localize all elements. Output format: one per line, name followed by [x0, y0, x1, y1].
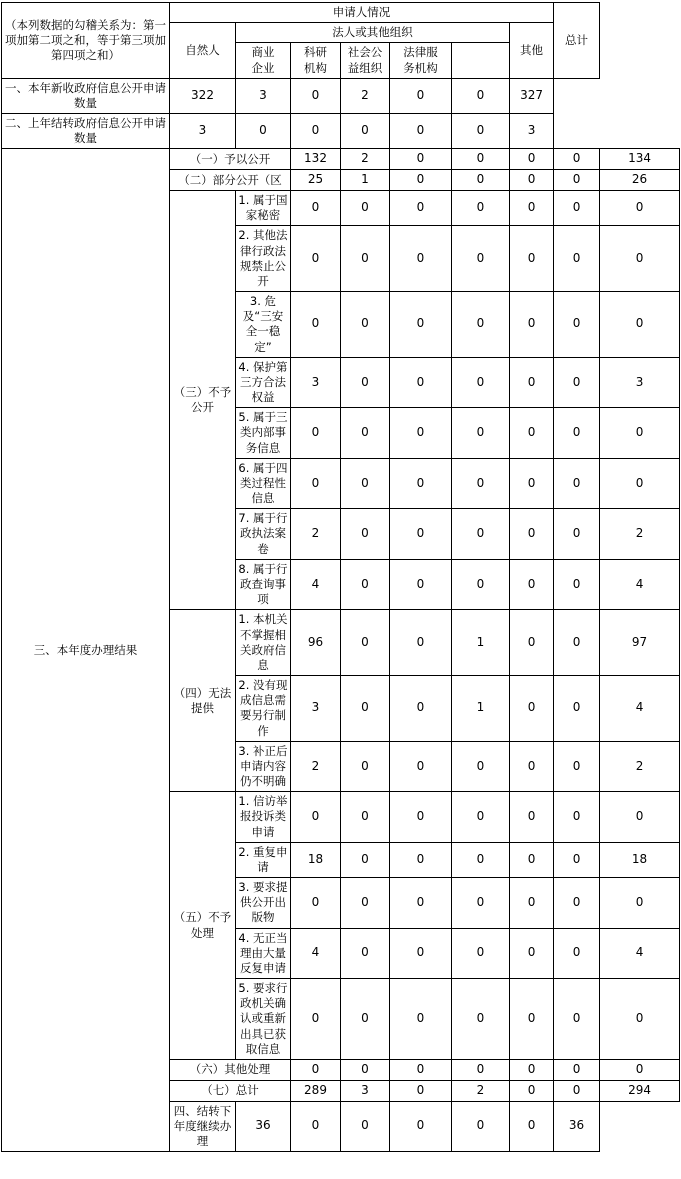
cell-value: 2: [341, 149, 390, 170]
header-research-org: [291, 43, 341, 78]
cell-value: 0: [554, 357, 600, 408]
header-natural-person: 自然人: [170, 23, 236, 79]
row-label-processing-results: 三、本年度办理结果: [2, 149, 170, 1152]
cell-value: 0: [554, 676, 600, 742]
cell-value: 0: [390, 226, 452, 292]
cell-value: 0: [554, 559, 600, 610]
sub-label: 3. 补正后申请内容仍不明确: [236, 741, 291, 792]
cell-value: 0: [554, 928, 600, 979]
cell-value: 0: [341, 676, 390, 742]
cell-value: 0: [554, 458, 600, 509]
cell-value: 26: [600, 170, 680, 191]
cell-value: 4: [291, 559, 341, 610]
sub-label: 3. 要求提供公开出版物: [236, 878, 291, 929]
cell-value: 0: [341, 928, 390, 979]
group-label-disclosed: （一）予以公开: [170, 149, 291, 170]
cell-value: 0: [510, 842, 554, 877]
cell-value: 0: [341, 357, 390, 408]
cell-value: 0: [452, 509, 510, 560]
cell-value: 0: [600, 226, 680, 292]
sub-label: 5. 要求行政机关确认或重新出具已获取信息: [236, 979, 291, 1060]
cell-value: 0: [291, 78, 341, 113]
cell-value: 0: [510, 509, 554, 560]
cell-value: 0: [291, 408, 341, 459]
header-business-enterprise-line2: 企业: [251, 60, 275, 75]
cell-value: 0: [554, 226, 600, 292]
cell-value: 0: [600, 1059, 680, 1080]
cell-value: 0: [291, 1059, 341, 1080]
cell-value: 0: [554, 979, 600, 1060]
cell-value: 0: [510, 408, 554, 459]
group-label-partially-disclosed: （二）部分公开（区: [170, 170, 291, 191]
header-business-enterprise-line1: 商业: [251, 45, 275, 60]
cell-value: 0: [600, 408, 680, 459]
cell-value: 0: [390, 149, 452, 170]
cell-value: 0: [390, 1080, 452, 1101]
sub-label: 1. 属于国家秘密: [236, 191, 291, 226]
cell-value: 0: [510, 170, 554, 191]
cell-value: 0: [600, 292, 680, 358]
header-legal-service-org: [390, 43, 452, 78]
header-legal-or-other: 法人或其他组织: [236, 23, 510, 43]
cell-value: 0: [341, 408, 390, 459]
cell-value: 0: [341, 741, 390, 792]
cell-value: 0: [554, 1080, 600, 1101]
cell-value: 0: [390, 676, 452, 742]
table-header-row-1: [2, 3, 680, 23]
cell-value: 0: [510, 149, 554, 170]
cell-value: 0: [341, 292, 390, 358]
cell-value: 0: [600, 458, 680, 509]
cell-value: 3: [236, 78, 291, 113]
cell-value: 36: [236, 1101, 291, 1152]
cell-value: 97: [600, 610, 680, 676]
cell-value: 0: [510, 979, 554, 1060]
header-research-org-line2: 机构: [304, 60, 327, 75]
header-research-org-line1: 科研: [304, 45, 327, 60]
header-social-welfare-line1: 社会公: [347, 45, 383, 60]
sub-label: 2. 没有现成信息需要另行制作: [236, 676, 291, 742]
header-business-enterprise: [236, 43, 291, 78]
cell-value: 0: [452, 114, 510, 149]
cell-value: 0: [341, 842, 390, 877]
cell-value: 0: [390, 357, 452, 408]
cell-value: 0: [341, 559, 390, 610]
cell-value: 0: [510, 1101, 554, 1152]
cell-value: 0: [390, 408, 452, 459]
cell-value: 0: [510, 458, 554, 509]
cell-value: 0: [554, 792, 600, 843]
cell-value: 0: [452, 559, 510, 610]
cell-value: 294: [600, 1080, 680, 1101]
group-label-subtotal: （七）总计: [170, 1080, 291, 1101]
sub-label: 4. 保护第三方合法权益: [236, 357, 291, 408]
cell-value: 0: [341, 226, 390, 292]
row-label-new-applications: 一、本年新收政府信息公开申请数量: [2, 78, 170, 113]
cell-value: 322: [170, 78, 236, 113]
cell-value: 0: [510, 559, 554, 610]
cell-value: 0: [341, 509, 390, 560]
header-other: 其他: [510, 23, 554, 79]
cell-value: 0: [510, 928, 554, 979]
cell-value: 3: [291, 357, 341, 408]
cell-value: 0: [390, 78, 452, 113]
cell-value: 0: [554, 170, 600, 191]
cell-value: 0: [510, 676, 554, 742]
cell-value: 0: [390, 191, 452, 226]
cell-value: 0: [390, 878, 452, 929]
cell-value: 0: [510, 741, 554, 792]
cell-value: 36: [554, 1101, 600, 1152]
cell-value: 18: [600, 842, 680, 877]
header-legal-service-line2: 务机构: [403, 60, 438, 75]
cell-value: 2: [341, 78, 390, 113]
cell-value: 0: [554, 1059, 600, 1080]
cell-value: 0: [291, 878, 341, 929]
cell-value: 0: [390, 610, 452, 676]
cell-value: 0: [554, 878, 600, 929]
government-info-disclosure-table: [1, 2, 680, 1152]
cell-value: 96: [291, 610, 341, 676]
cell-value: 0: [291, 1101, 341, 1152]
table-row: [2, 78, 680, 113]
cell-value: 0: [510, 1059, 554, 1080]
cell-value: 0: [510, 191, 554, 226]
sub-label: 2. 重复申请: [236, 842, 291, 877]
cell-value: 0: [341, 979, 390, 1060]
cell-value: 0: [390, 1101, 452, 1152]
cell-value: 0: [510, 226, 554, 292]
row-label-carried-over-applications: 二、上年结转政府信息公开申请数量: [2, 114, 170, 149]
cell-value: 0: [452, 878, 510, 929]
sub-label: 6. 属于四类过程性信息: [236, 458, 291, 509]
cell-value: 3: [600, 357, 680, 408]
cell-value: 0: [554, 149, 600, 170]
cell-value: 2: [600, 741, 680, 792]
group-label-not-disclosed: （三）不予公开: [170, 191, 236, 610]
cell-value: 0: [452, 149, 510, 170]
sub-label: 7. 属于行政执法案卷: [236, 509, 291, 560]
cell-value: 0: [554, 191, 600, 226]
cell-value: 0: [341, 1059, 390, 1080]
cell-value: 0: [554, 408, 600, 459]
sub-label: 5. 属于三类内部事务信息: [236, 408, 291, 459]
cell-value: 0: [452, 1101, 510, 1152]
note-cell: （本列数据的勾稽关系为：第一项加第二项之和，等于第三项加第四项之和）: [2, 3, 170, 79]
cell-value: 1: [341, 170, 390, 191]
cell-value: 0: [452, 842, 510, 877]
cell-value: 4: [600, 559, 680, 610]
group-label-other-processing: （六）其他处理: [170, 1059, 291, 1080]
sub-label: 1. 本机关不掌握相关政府信息: [236, 610, 291, 676]
cell-value: 0: [510, 610, 554, 676]
cell-value: 0: [291, 114, 341, 149]
cell-value: 0: [452, 170, 510, 191]
cell-value: 0: [291, 458, 341, 509]
cell-value: 327: [510, 78, 554, 113]
cell-value: 0: [600, 878, 680, 929]
cell-value: 0: [452, 191, 510, 226]
cell-value: 0: [236, 114, 291, 149]
cell-value: 134: [600, 149, 680, 170]
header-social-welfare-org: [341, 43, 390, 78]
cell-value: 0: [341, 191, 390, 226]
sub-label: 4. 无正当理由大量反复申请: [236, 928, 291, 979]
cell-value: 3: [510, 114, 554, 149]
header-legal-service-line1: 法律服: [403, 45, 438, 60]
cell-value: 0: [390, 559, 452, 610]
cell-value: 0: [291, 226, 341, 292]
cell-value: 0: [452, 792, 510, 843]
cell-value: 0: [554, 292, 600, 358]
cell-value: 0: [510, 878, 554, 929]
cell-value: 0: [390, 458, 452, 509]
cell-value: 0: [341, 458, 390, 509]
cell-value: 0: [390, 1059, 452, 1080]
cell-value: 0: [390, 170, 452, 191]
cell-value: 0: [390, 792, 452, 843]
cell-value: 0: [600, 191, 680, 226]
cell-value: 0: [452, 357, 510, 408]
cell-value: 0: [554, 610, 600, 676]
cell-value: 0: [390, 741, 452, 792]
cell-value: 0: [554, 741, 600, 792]
cell-value: 2: [452, 1080, 510, 1101]
cell-value: 0: [510, 792, 554, 843]
cell-value: 0: [510, 1080, 554, 1101]
cell-value: 0: [390, 928, 452, 979]
cell-value: 0: [600, 979, 680, 1060]
cell-value: 0: [452, 979, 510, 1060]
sub-label: 3. 危及“三安全一稳定”: [236, 292, 291, 358]
sub-label: 1. 信访举报投诉类申请: [236, 792, 291, 843]
cell-value: 0: [341, 1101, 390, 1152]
cell-value: 0: [390, 509, 452, 560]
cell-value: 0: [452, 226, 510, 292]
header-applicant-group: 申请人情况: [170, 3, 554, 23]
table-row: [2, 114, 680, 149]
group-label-unable-to-provide: （四）无法提供: [170, 610, 236, 792]
table-row: [2, 149, 680, 170]
cell-value: 2: [291, 741, 341, 792]
cell-value: 0: [291, 979, 341, 1060]
cell-value: 1: [452, 610, 510, 676]
cell-value: 0: [390, 842, 452, 877]
cell-value: 0: [390, 979, 452, 1060]
cell-value: 0: [291, 191, 341, 226]
sub-label: 2. 其他法律行政法规禁止公开: [236, 226, 291, 292]
cell-value: 0: [390, 114, 452, 149]
cell-value: 0: [341, 610, 390, 676]
cell-value: 4: [600, 928, 680, 979]
sub-label: 8. 属于行政查询事项: [236, 559, 291, 610]
cell-value: 0: [452, 78, 510, 113]
cell-value: 289: [291, 1080, 341, 1101]
cell-value: 0: [452, 408, 510, 459]
cell-value: 3: [170, 114, 236, 149]
cell-value: 0: [510, 292, 554, 358]
header-total: 总计: [554, 3, 600, 79]
cell-value: 0: [341, 878, 390, 929]
cell-value: 4: [600, 676, 680, 742]
cell-value: 0: [452, 928, 510, 979]
cell-value: 3: [291, 676, 341, 742]
cell-value: 132: [291, 149, 341, 170]
group-label-not-processed: （五）不予处理: [170, 792, 236, 1060]
cell-value: 2: [600, 509, 680, 560]
header-social-welfare-line2: 益组织: [347, 60, 383, 75]
cell-value: 0: [341, 792, 390, 843]
cell-value: 0: [341, 114, 390, 149]
cell-value: 25: [291, 170, 341, 191]
cell-value: 0: [390, 292, 452, 358]
cell-value: 0: [452, 741, 510, 792]
cell-value: 0: [510, 357, 554, 408]
cell-value: 0: [452, 1059, 510, 1080]
cell-value: 0: [554, 509, 600, 560]
cell-value: 0: [452, 292, 510, 358]
cell-value: 0: [291, 292, 341, 358]
cell-value: 0: [291, 792, 341, 843]
cell-value: 18: [291, 842, 341, 877]
cell-value: 4: [291, 928, 341, 979]
cell-value: 3: [341, 1080, 390, 1101]
cell-value: 0: [554, 842, 600, 877]
cell-value: 2: [291, 509, 341, 560]
cell-value: 1: [452, 676, 510, 742]
cell-value: 0: [452, 458, 510, 509]
row-label-carry-forward-next-year: 四、结转下年度继续办理: [170, 1101, 236, 1152]
cell-value: 0: [600, 792, 680, 843]
